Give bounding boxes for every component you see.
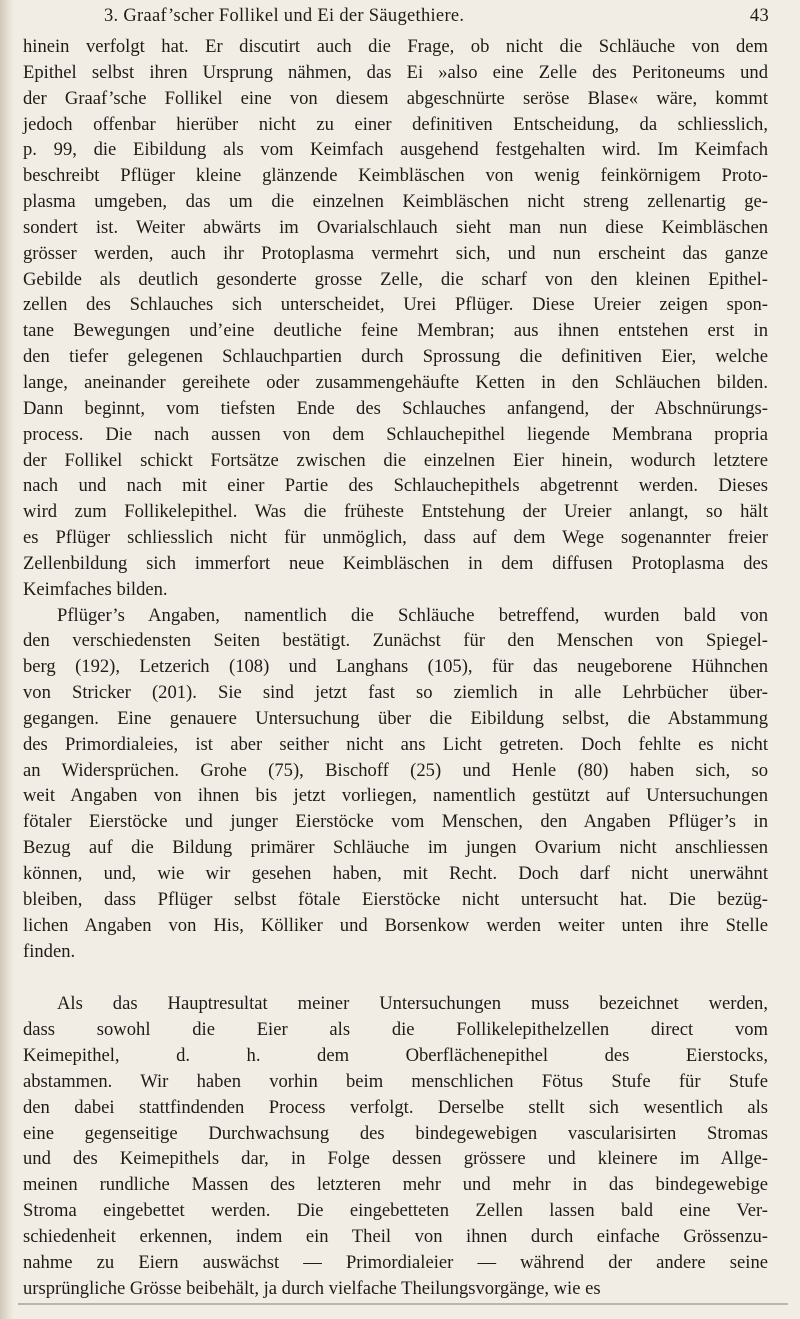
text-line: und des Keimepithels dar, in Folge dessen grössere und kleinere im Allge- [23, 1148, 768, 1170]
text-line: den verschiedensten Seiten bestätigt. Zunächst für den Menschen von Spiegel- [23, 630, 768, 652]
paragraph-main-result [23, 991, 768, 1301]
text-line: können, und, wie wir gesehen haben, mit Recht. Doch darf nicht unerwähnt [23, 863, 768, 884]
text-line: eine gegenseitige Durchwachsung des bindegewebigen vascularisirten Stromas [23, 1122, 768, 1144]
text-line: des Primordialeies, ist aber seither nicht ans Licht getreten. Doch fehlte es nicht [23, 733, 768, 755]
text-line: abstammen. Wir haben vorhin beim menschlichen Fötus Stufe für Stufe [23, 1070, 768, 1092]
text-line: es Pflüger schliesslich nicht für unmöglich, dass auf dem Wege sogenannter freier [23, 527, 768, 549]
text-line: Stroma eingebettet werden. Die eingebetteten Zellen lassen bald eine Ver- [23, 1200, 768, 1222]
text-line: Keimepithel, d. h. dem Oberflächenepithel des Eierstocks, [23, 1045, 768, 1067]
text-line: Epithel selbst ihren Ursprung nähmen, das Ei »also eine Zelle des Peritoneums und [23, 61, 768, 83]
text-line: tane Bewegungen und’eine deutliche feine Membran; aus ihnen entstehen erst in [23, 320, 768, 342]
paragraph-pflueger-description [23, 34, 768, 603]
text-line: weit Angaben von ihnen bis jetzt vorliegen, namentlich gestützt auf Untersuchungen [23, 785, 768, 807]
text-line: hinein verfolgt hat. Er discutirt auch die Frage, ob nicht die Schläuche von dem [23, 36, 768, 57]
text-line: dass sowohl die Eier als die Follikelepithelzellen direct vom [23, 1019, 768, 1041]
text-line: gegangen. Eine genauere Untersuchung über die Eibildung selbst, die Abstammung [23, 707, 768, 729]
text-line: process. Die nach aussen von dem Schlauchepithel liegende Membrana propria [23, 423, 768, 445]
text-line: finden. [23, 940, 76, 962]
chapter-title: 3. Graaf’scher Follikel und Ei der Säugethiere. [104, 6, 465, 26]
text-line: sondert ist. Weiter abwärts im Ovarialschlauch sieht man nun diese Keimbläschen [23, 216, 768, 238]
text-line: Zellenbildung sich immerfort neue Keimbläschen in dem diffusen Protoplasma des [23, 552, 768, 574]
text-line: von Stricker (201). Sie sind jetzt fast so ziemlich in alle Lehrbücher über- [23, 682, 768, 704]
text-line: p. 99, die Eibildung als vom Keimfach ausgehend festgehalten wird. Im Keimfach [23, 139, 768, 161]
text-line: ursprüngliche Grösse beibehält, ja durch vielfache Theilungsvorgänge, wie es [23, 1277, 601, 1299]
text-line: an Widersprüchen. Grohe (75), Bischoff (25) und Henle (80) haben sich, so [23, 759, 768, 781]
page-bottom-edge [18, 1303, 788, 1305]
binding-shadow [0, 0, 14, 1319]
text-line: schiedenheit erkennen, indem ein Theil von ihnen durch einfache Grössenzu- [23, 1225, 768, 1247]
paragraph-gap [23, 964, 768, 991]
running-head [0, 4, 800, 34]
text-line: berg (192), Letzerich (108) und Langhans (105), für das neugeborene Hühnchen [23, 656, 768, 678]
text-line: beschreibt Pflüger kleine glänzende Keimbläschen von wenig feinkörnigem Proto- [23, 165, 768, 187]
text-line: zellen des Schlauches sich unterscheidet, Urei Pflüger. Diese Ureier zeigen spon- [23, 294, 768, 316]
text-line: bleiben, dass Pflüger selbst fötale Eierstöcke nicht untersucht hat. Die bezüg- [23, 888, 768, 910]
text-line: der Graaf’sche Follikel eine von diesem abgeschnürte seröse Blase« wäre, kommt [23, 87, 768, 109]
text-line: Gebilde als deutlich gesonderte grosse Zelle, die scharf von den kleinen Epithel- [23, 268, 768, 290]
text-line: nach und nach mit einer Partie des Schlauchepithels abgetrennt werden. Dieses [23, 475, 768, 497]
text-line: lichen Angaben von His, Kölliker und Borsenkow werden weiter unten ihre Stelle [23, 914, 768, 936]
text-line: wird zum Follikelepithel. Was die früheste Entstehung der Ureier anlangt, so hält [23, 501, 768, 523]
text-line: jedoch offenbar hierüber nicht zu einer definitiven Entscheidung, da schliesslich, [23, 113, 768, 135]
text-line: nahme zu Eiern auswächst — Primordialeier — während der andere seine [23, 1251, 768, 1273]
text-line: meinen rundliche Massen des letzteren mehr und mehr in das bindegewebige [23, 1174, 768, 1196]
text-line: Dann beginnt, vom tiefsten Ende des Schlauches anfangend, der Abschnürungs- [23, 397, 768, 419]
text-line: den dabei stattfindenden Process verfolgt. Derselbe stellt sich wesentlich als [23, 1096, 768, 1118]
text-line: fötaler Eierstöcke und junger Eierstöcke vom Menschen, den Angaben Pflüger’s in [23, 811, 768, 833]
body-text [23, 34, 768, 1302]
text-line: grösser werden, auch ihr Protoplasma vermehrt sich, und nun erscheint das ganze [23, 242, 768, 264]
text-line: plasma umgeben, das um die einzelnen Keimbläschen nicht streng zellenartig ge- [23, 191, 768, 213]
text-line: Als das Hauptresultat meiner Untersuchungen muss bezeichnet werden, [57, 993, 768, 1015]
page-number: 43 [749, 6, 769, 26]
paragraph-confirmations [23, 603, 768, 965]
text-line: der Follikel schickt Fortsätze zwischen die einzelnen Eier hinein, wodurch letztere [23, 449, 768, 471]
text-line: lange, aneinander gereihete oder zusammengehäufte Ketten in den Schläuchen bilden. [23, 371, 768, 393]
text-line: Pflüger’s Angaben, namentlich die Schläuche betreffend, wurden bald von [57, 604, 768, 626]
text-line: Bezug auf die Bildung primärer Schläuche im jungen Ovarium nicht anschliessen [23, 837, 768, 859]
text-line: Keimfaches bilden. [23, 578, 168, 600]
text-line: den tiefer gelegenen Schlauchpartien durch Sprossung die definitiven Eier, welche [23, 346, 768, 368]
